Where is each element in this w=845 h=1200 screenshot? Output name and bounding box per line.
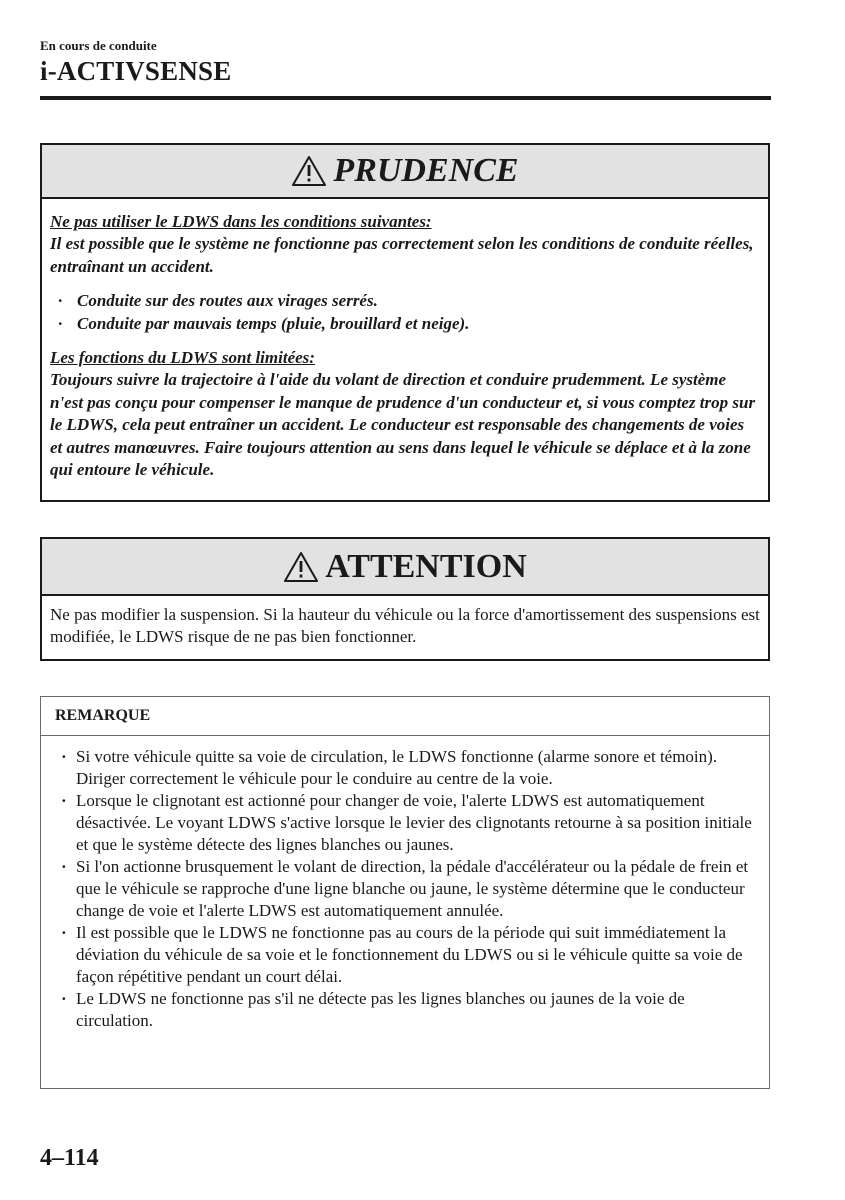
section-label: En cours de conduite (40, 38, 157, 53)
prudence-title: PRUDENCE (333, 152, 519, 189)
prudence-paragraph-2: Toujours suivre la trajectoire à l'aide du volant de direction et conduire prudemment. Le système n'est pas conçu pour compenser le manque de prudence d'un conducteur et, si vous comptez trop sur le LDWS, cela peut entraîner un accident. Le conducteur est responsable des changements de voies et autres manœuvres. Faire toujours attention au sens dans lequel le véhicule se déplace et à la zone qui entoure le véhicule. (50, 370, 756, 480)
list-item: · Si votre véhicule quitte sa voie de circulation, le LDWS fonctionne (alarme sonore et témoin). Diriger correctement le véhicule pour le conduire au centre de la voie. (49, 746, 761, 790)
warning-triangle-icon (283, 551, 319, 583)
list-item: · Il est possible que le LDWS ne fonctionne pas au cours de la période qui suit immédiatement la déviation du véhicule de sa voie et le fonctionnement du LDWS ou si le véhicule quitte sa voie de façon répétitive pendant un court délai. (49, 922, 761, 988)
list-item: · Lorsque le clignotant est actionné pour changer de voie, l'alerte LDWS est automatiquement désactivée. Le voyant LDWS s'active lorsque le levier des clignotants retourne à sa position initiale et que le système détecte des lignes blanches ou jaunes. (49, 790, 761, 856)
remarque-title: REMARQUE (41, 697, 769, 736)
chapter-title: i-ACTIVSENSE (40, 56, 232, 86)
attention-box (40, 537, 770, 661)
list-item: · Conduite par mauvais temps (pluie, brouillard et neige). (50, 313, 760, 335)
remarque-body (41, 736, 769, 1032)
remarque-box (40, 696, 770, 1089)
header-divider (40, 96, 771, 100)
page-number: 4–114 (40, 1145, 99, 1171)
prudence-box (40, 143, 770, 502)
remarque-bullet-list (49, 746, 761, 1032)
attention-header (42, 539, 768, 596)
list-item: · Si l'on actionne brusquement le volant de direction, la pédale d'accélérateur ou la pédale de frein et que le véhicule se rapproche d'une ligne blanche ou jaune, le système détermine que le conducteur change de voie et l'alerte LDWS est automatiquement annulée. (49, 856, 761, 922)
page-header (40, 38, 772, 88)
attention-text: Ne pas modifier la suspension. Si la hauteur du véhicule ou la force d'amortissement des suspensions est modifiée, le LDWS risque de ne pas bien fonctionner. (50, 605, 760, 646)
list-item: · Le LDWS ne fonctionne pas s'il ne détecte pas les lignes blanches ou jaunes de la voie de circulation. (49, 988, 761, 1032)
prudence-paragraph-1: Il est possible que le système ne fonctionne pas correctement selon les conditions de conduite réelles, entraînant un accident. (50, 234, 754, 276)
prudence-body (42, 199, 768, 481)
prudence-heading-1: Ne pas utiliser le LDWS dans les conditions suivantes: (50, 212, 432, 231)
attention-title: ATTENTION (325, 547, 527, 585)
prudence-bullet-list (50, 290, 760, 335)
warning-triangle-icon (291, 155, 327, 187)
list-item: · Conduite sur des routes aux virages serrés. (50, 290, 760, 312)
prudence-heading-2: Les fonctions du LDWS sont limitées: (50, 348, 315, 368)
prudence-header (42, 145, 768, 199)
